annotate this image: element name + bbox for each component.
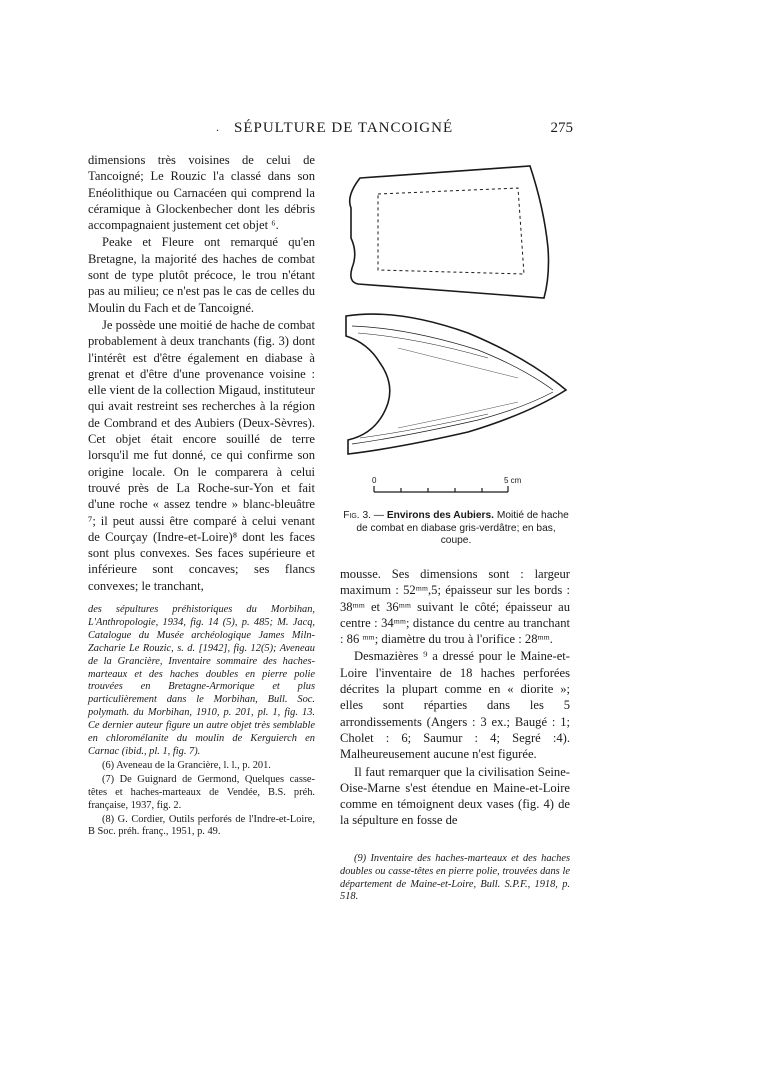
footnote-6: (6) Aveneau de la Grancière, l. l., p. 201. (102, 759, 271, 771)
paragraph-5: Desmazières ⁹ a dressé pour le Maine-et-Loire l'inventaire de 18 haches perforées décrites la plupart comme en « diorite »; elles sont réparties dans les 5 arrondissements (Angers : 3 ex.; Baugé : 1; Cholet : 6; Saumur : 4; Segré :4). Malheureusement aucune n'est figurée. (340, 649, 570, 762)
footnote-7: (7) De Guignard de Germond, Quelques casse-têtes et haches-marteaux de Vendée, B.S. préh. française, 1937, fig. 2. (88, 773, 315, 811)
footnote-8: (8) G. Cordier, Outils perforés de l'Indre-et-Loire, B Soc. préh. franç., 1951, p. 49. (88, 813, 315, 838)
caption-text: Moitié de hache de combat en diabase gris-verdâtre; en bas, coupe. (356, 510, 569, 547)
axe-drawing (338, 158, 573, 503)
paragraph-4: mousse. Ses dimensions sont : largeur maximum : 52ᵐᵐ,5; épaisseur sur les bords : 38ᵐᵐ et 36ᵐᵐ suivant le côté; épaisseur au centre : 34ᵐᵐ; distance du centre au tranchant : 86 ᵐᵐ; diamètre du trou à l'orifice : 28ᵐᵐ. (340, 567, 570, 647)
figure-caption (340, 510, 572, 548)
footnote-9: (9) Inventaire des haches-marteaux et des haches doubles ou casse-têtes en pierre polie, trouvées dans le département de Maine-et-Loire, Bull. S.P.F., 1918, p. 518. (340, 852, 570, 903)
left-footnotes (88, 604, 315, 839)
paragraph-3: Je possède une moitié de hache de combat probablement à deux tranchants (fig. 3) dont l'intérêt est d'être également en diabase à grenat et d'être d'une provenance voisine : elle vient de la collection Migaud, instituteur qui avait restreint ses recherches à la région de Combrand et des Aubiers (Deux-Sèvres). Cet objet était encore souillé de terre lorsqu'il me fut donné, ce qui confirme son origine locale. On le comparera à celui trouvé près de La Roche-sur-Yon et fait d'une roche « assez tendre » blanc-bleuâtre ⁷; il peut aussi être comparé à celui venant de Courçay (Indre-et-Loire)⁸ dont les faces sont plus convexes. Ses faces supérieure et inférieure sont concaves; ses flancs convexes; le tranchant, (88, 317, 315, 593)
page-number: 275 (550, 120, 573, 136)
scale-start-label: 0 (372, 476, 377, 485)
right-column (340, 566, 570, 904)
figure-3 (338, 158, 573, 503)
paragraph-6: Il faut remarquer que la civilisation Seine-Oise-Marne s'est étendue en Maine-et-Loire comme en témoignent deux vases (fig. 4) de la sépulture en fosse de (340, 764, 570, 828)
scale-end-label: 5 cm (504, 476, 522, 485)
caption-label: Fig. 3. — (343, 510, 384, 521)
paragraph-1: dimensions très voisines de celui de Tancoigné; Le Rouzic l'a classé dans son Enéolithique ou Carnacéen qui comprend la céramique à Glockenbecher dont les débris accompagnaient justement cet objet ⁶. (88, 153, 315, 233)
scale-bar (374, 486, 508, 492)
axe-top-view (350, 166, 549, 298)
axe-section-view (346, 314, 566, 454)
left-column (88, 152, 315, 839)
running-title: SÉPULTURE DE TANCOIGNÉ (234, 120, 454, 136)
footnote-continued: des sépultures préhistoriques du Morbihan, L'Anthropologie, 1934, fig. 14 (5), p. 485; M. Jacq, Catalogue du Musée archéologique James Miln-Zacharie Le Rouzic, s. d. [1942], fig. 12(5); Aveneau de la Grancière, Inventaire sommaire des haches-marteaux et des haches doubles en pierre polie trouvées en Bretagne-Armorique et plus particulièrement dans le Morbihan, Bull. Soc. polymath. du Morbihan, 1910, p. 201, pl. 1, fig. 13. Ce dernier auteur figure un autre objet très semblable en chloromélanite du moulin de Kerguierch en Carnac (ibid., pl. 1, fig. 7). (88, 604, 315, 757)
header-dot: . (216, 120, 219, 134)
right-footnotes (340, 853, 570, 905)
caption-place: Environs des Aubiers. (386, 510, 495, 521)
paragraph-2: Peake et Fleure ont remarqué qu'en Bretagne, la majorité des haches de combat sont de type plutôt précoce, le trou n'étant pas au milieu; ce n'est pas le cas de celles du Moulin du Fach et de Tancoigné. (88, 235, 315, 315)
running-header (88, 120, 573, 142)
